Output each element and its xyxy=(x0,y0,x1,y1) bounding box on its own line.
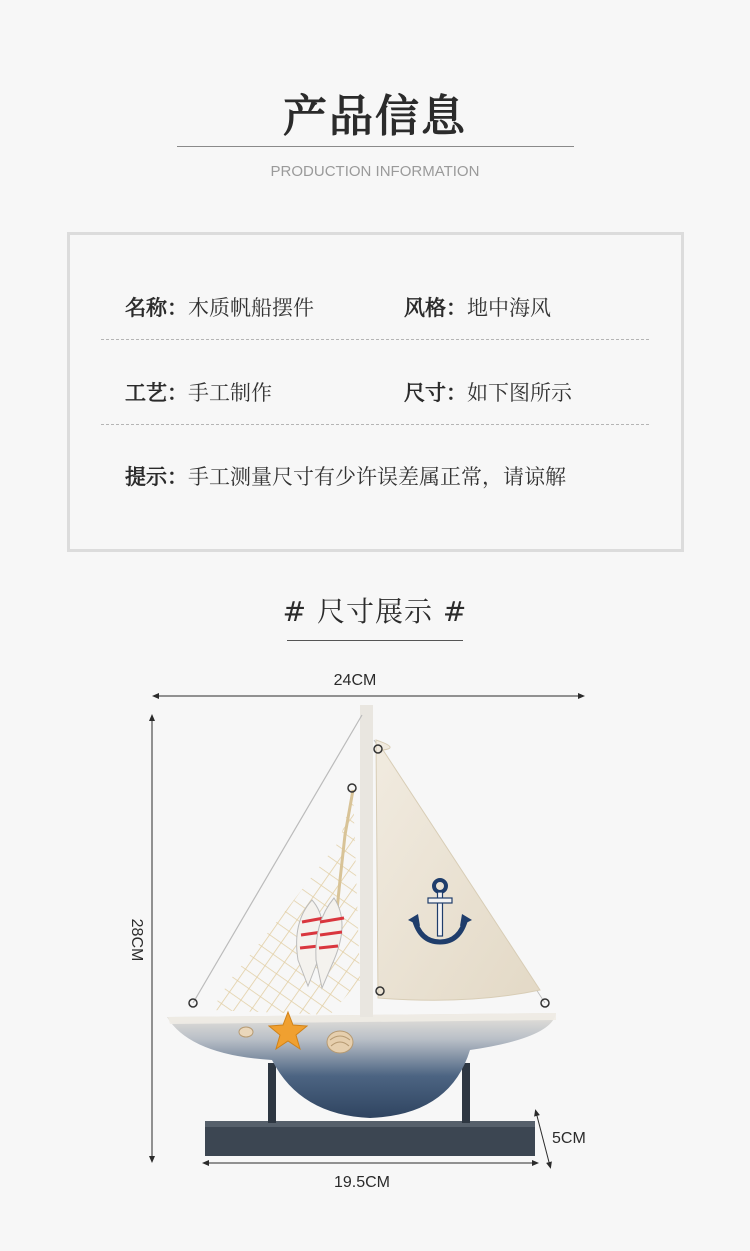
page-title: 产品信息 xyxy=(283,91,467,142)
tip-label: 提示： xyxy=(125,465,188,489)
section-divider xyxy=(287,640,463,641)
height-dimension-label: 28CM xyxy=(128,918,145,962)
base-depth-dimension-line xyxy=(536,1112,550,1166)
width-dimension-label: 24CM xyxy=(333,672,377,689)
base-length-dimension-label: 19.5CM xyxy=(333,1174,391,1191)
sailboat-photo xyxy=(0,660,750,1220)
craft-value: 手工制作 xyxy=(188,381,272,405)
mast xyxy=(360,705,373,1017)
craft-label: 工艺： xyxy=(125,381,188,405)
stand-post-left xyxy=(268,1063,276,1123)
info-row-name xyxy=(125,292,314,322)
dashed-divider xyxy=(101,339,649,340)
info-row-style xyxy=(404,292,551,322)
style-value: 地中海风 xyxy=(467,296,551,320)
sail xyxy=(376,740,540,1000)
tip-value: 手工测量尺寸有少许误差属正常，请谅解 xyxy=(188,465,566,489)
dashed-divider xyxy=(101,424,649,425)
size-section-title: # 尺寸展示 # xyxy=(282,595,468,628)
info-row-craft xyxy=(125,377,272,407)
base-depth-dimension-label: 5CM xyxy=(552,1130,586,1147)
style-label: 风格： xyxy=(404,296,467,320)
boat-hull xyxy=(167,1013,556,1118)
title-divider xyxy=(177,146,574,147)
name-value: 木质帆船摆件 xyxy=(188,296,314,320)
size-value: 如下图所示 xyxy=(467,381,572,405)
info-row-tip xyxy=(125,461,566,491)
info-row-size xyxy=(404,377,572,407)
name-label: 名称： xyxy=(125,296,188,320)
stand-post-right xyxy=(462,1063,470,1123)
size-label: 尺寸： xyxy=(404,381,467,405)
product-info-box xyxy=(67,232,684,552)
page-subtitle: PRODUCTION INFORMATION xyxy=(270,163,480,180)
